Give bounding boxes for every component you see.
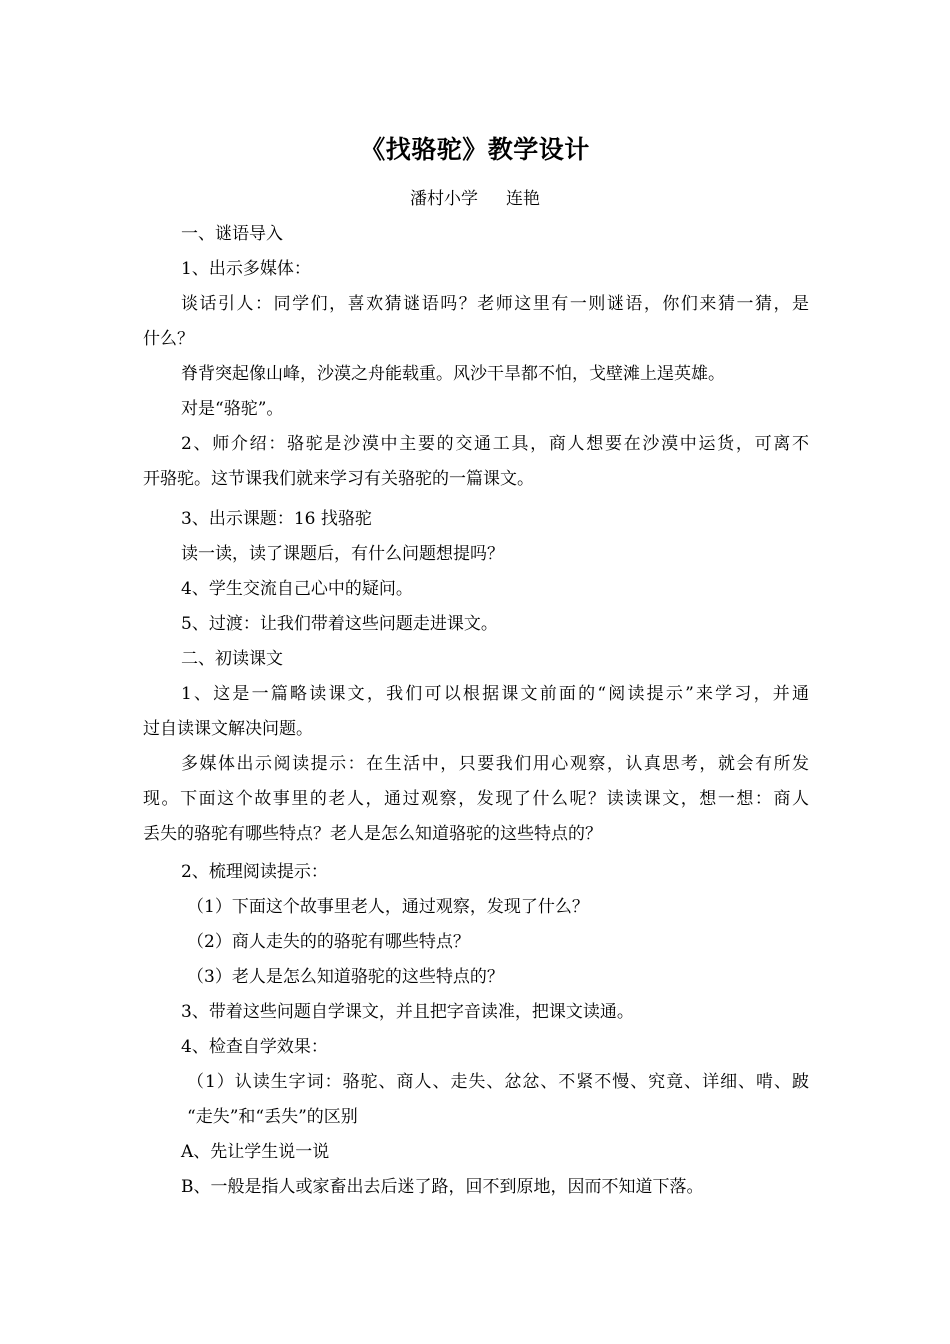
- paragraph-line: 脊背突起像山峰，沙漠之舟能载重。风沙干旱都不怕，戈壁滩上逞英雄。: [181, 364, 725, 384]
- paragraph-line: 3、带着这些问题自学课文，并且把字音读准，把课文读通。: [181, 1002, 634, 1022]
- section-heading: 二、初读课文: [181, 649, 283, 669]
- paragraph-line: 5、过渡：让我们带着这些问题走进课文。: [181, 614, 498, 634]
- paragraph-line: 3、出示课题：16 找骆驼: [181, 509, 372, 529]
- paragraph-line: 谈话引人：同学们，喜欢猜谜语吗？老师这里有一则谜语，你们来猜一猜，是: [181, 294, 809, 314]
- paragraph-line: 1、出示多媒体：: [181, 259, 311, 279]
- paragraph-line: 丢失的骆驼有哪些特点？老人是怎么知道骆驼的这些特点的？: [143, 824, 602, 844]
- paragraph-line: “走失”和“丢失”的区别: [187, 1107, 358, 1127]
- section-heading: 一、谜语导入: [181, 224, 283, 244]
- paragraph-line: 开骆驼。这节课我们就来学习有关骆驼的一篇课文。: [143, 469, 534, 489]
- school-name: 潘村小学: [410, 189, 478, 209]
- paragraph-line: 2、师介绍：骆驼是沙漠中主要的交通工具，商人想要在沙漠中运货，可离不: [181, 434, 809, 454]
- list-item: （2）商人走失的的骆驼有哪些特点？: [187, 932, 470, 952]
- paragraph-line: B、一般是指人或家畜出去后迷了路，回不到原地，因而不知道下落。: [181, 1177, 704, 1197]
- paragraph-line: 对是“骆驼”。: [181, 399, 284, 419]
- list-item: （1）认读生字词：骆驼、商人、走失、忿忿、不紧不慢、究竟、详细、啃、跛: [187, 1072, 809, 1092]
- paragraph-line: 读一读，读了课题后，有什么问题想提吗？: [181, 544, 504, 564]
- paragraph-line: 1、这是一篇略读课文，我们可以根据课文前面的“阅读提示”来学习，并通: [181, 684, 809, 704]
- author-name: 连艳: [506, 189, 540, 209]
- author-line: [0, 184, 950, 214]
- list-item: （1）下面这个故事里老人，通过观察，发现了什么？: [187, 897, 589, 917]
- paragraph-line: 现。下面这个故事里的老人，通过观察，发现了什么呢？读读课文，想一想：商人: [143, 789, 809, 809]
- document-title: 《找骆驼》教学设计: [360, 135, 590, 164]
- paragraph-line: 2、梳理阅读提示：: [181, 862, 328, 882]
- paragraph-line: 过自读课文解决问题。: [143, 719, 313, 739]
- paragraph-line: A、先让学生说一说: [181, 1142, 330, 1162]
- paragraph-line: 多媒体出示阅读提示：在生活中，只要我们用心观察，认真思考，就会有所发: [181, 754, 809, 774]
- paragraph-line: 4、学生交流自己心中的疑问。: [181, 579, 413, 599]
- paragraph-line: 4、检查自学效果：: [181, 1037, 328, 1057]
- list-item: （3）老人是怎么知道骆驼的这些特点的？: [187, 967, 504, 987]
- paragraph-line: 什么？: [143, 329, 194, 349]
